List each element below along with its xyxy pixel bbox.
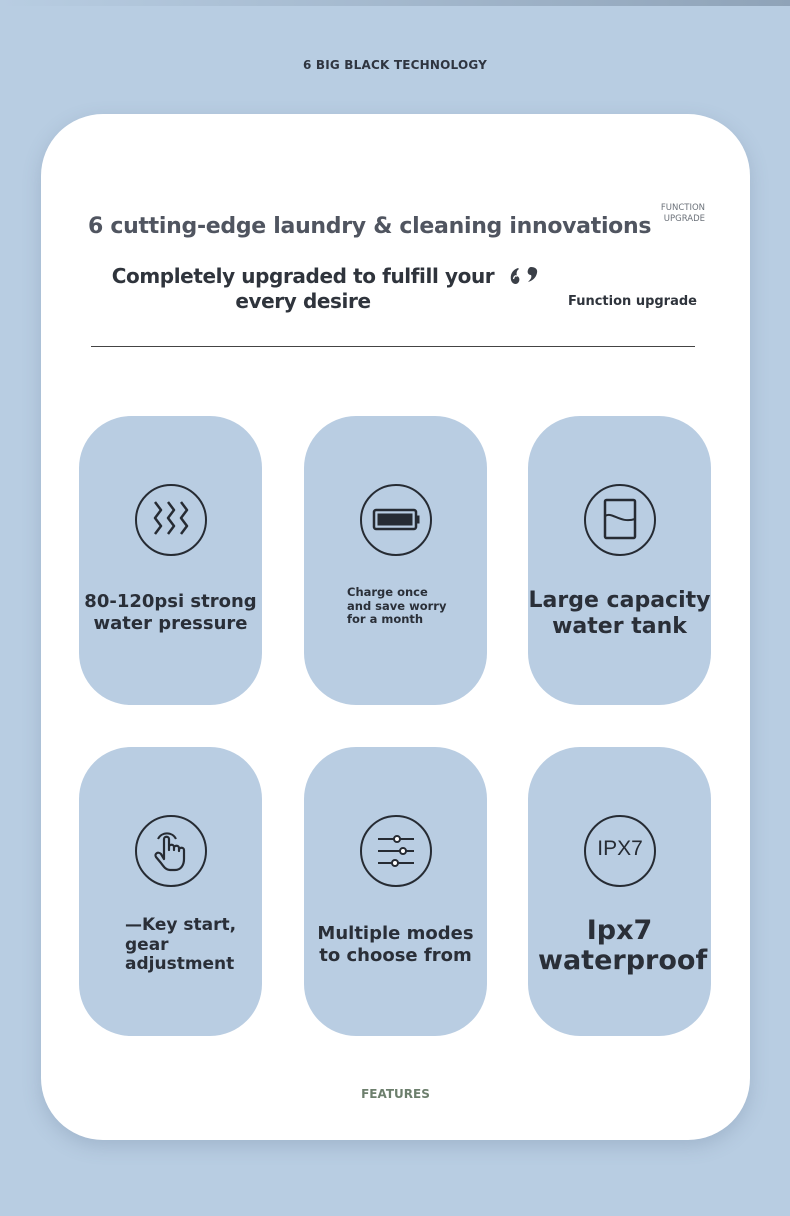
subline: Completely upgraded to fulfill your every desire xyxy=(111,264,495,313)
ipx7-icon xyxy=(584,815,656,887)
feature-card xyxy=(41,114,750,1140)
footer-label: FEATURES xyxy=(361,1087,430,1101)
feature-tile-waterproof xyxy=(528,747,711,1036)
feature-label: Charge once and save worry for a month xyxy=(347,585,447,626)
feature-label: Multiple modes to choose from xyxy=(317,923,474,966)
touch-hand-icon xyxy=(135,815,207,887)
ipx7-icon-text: IPX7 xyxy=(597,837,643,860)
headline: 6 cutting-edge laundry & cleaning innovations xyxy=(88,214,652,239)
sliders-icon xyxy=(360,815,432,887)
feature-tile-battery xyxy=(304,416,487,705)
feature-tile-water-tank xyxy=(528,416,711,705)
page-header: 6 BIG BLACK TECHNOLOGY xyxy=(302,58,488,72)
feature-label: Ipx7 waterproof xyxy=(538,915,708,976)
feature-tile-modes xyxy=(304,747,487,1036)
feature-tile-key-start xyxy=(79,747,262,1036)
quote-icon xyxy=(509,266,541,288)
water-tank-icon xyxy=(584,484,656,556)
function-tag-text: FUNCTION UPGRADE xyxy=(660,203,705,224)
function-upgrade-label: Function upgrade xyxy=(567,294,697,309)
function-tag xyxy=(647,203,705,225)
feature-label: Large capacity water tank xyxy=(528,588,711,639)
feature-label: 80-120psi strong water pressure xyxy=(84,591,257,634)
battery-icon xyxy=(360,484,432,556)
divider xyxy=(91,346,695,347)
feature-label: —Key start, gear adjustment xyxy=(125,915,237,974)
feature-tile-water-pressure xyxy=(79,416,262,705)
top-accent-bar xyxy=(0,0,790,6)
water-wave-icon xyxy=(135,484,207,556)
